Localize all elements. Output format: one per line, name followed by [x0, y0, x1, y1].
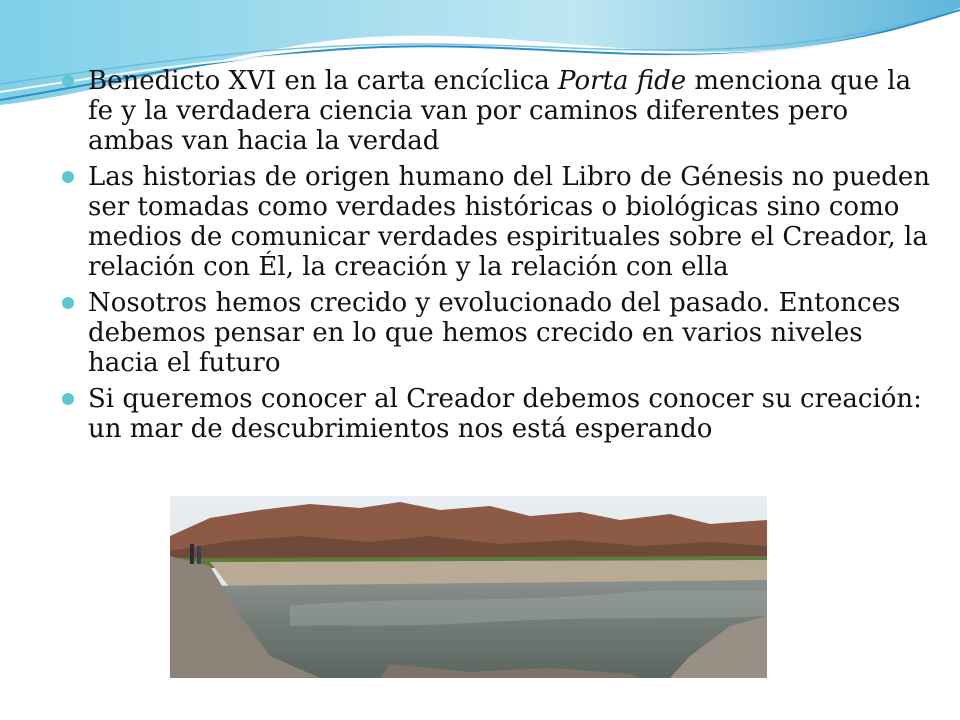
bullet-text-post: menciona que la fe y la verdadera ciencia van por caminos diferentes pero ambas van hacia la verdad: [88, 66, 912, 156]
bullet-item: [60, 384, 940, 444]
bullet-text-pre: Benedicto XVI en la carta encíclica: [88, 66, 559, 96]
bullet-item: [60, 162, 940, 282]
bullet-dot-icon: [62, 297, 74, 309]
bullet-text-italic: Porta fide: [558, 66, 687, 96]
bullet-item: [60, 288, 940, 378]
bullet-dot-icon: [62, 393, 74, 405]
bullet-dot-icon: [62, 75, 74, 87]
bullet-text: Las historias de origen humano del Libro de Génesis no pueden ser tomadas como verdades históricas o biológicas sino como medios de comunicar verdades espirituales sobre el Creador, la relación con Él, la creación y la relación con ella: [88, 162, 931, 282]
bullet-item: [60, 66, 940, 156]
bullet-dot-icon: [62, 171, 74, 183]
bullet-list: [60, 66, 940, 444]
bullet-text: Nosotros hemos crecido y evolucionado del pasado. Entonces debemos pensar en lo que hemos crecido en varios niveles hacia el futuro: [88, 288, 901, 378]
bullet-text: Si queremos conocer al Creador debemos conocer su creación: un mar de descubrimientos nos está esperando: [88, 384, 922, 444]
river-landscape-photo: [170, 496, 767, 678]
slide-body: [60, 66, 940, 450]
